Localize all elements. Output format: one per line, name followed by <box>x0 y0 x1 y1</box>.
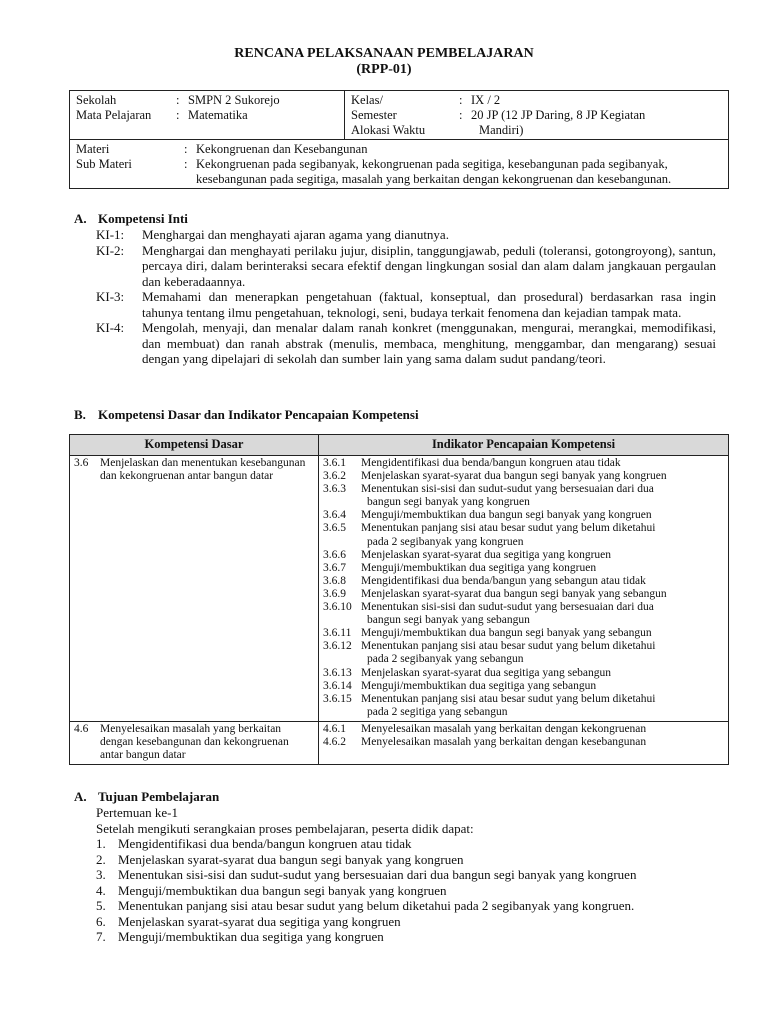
indicator-number: 3.6.5 <box>323 522 346 535</box>
indicator-text-continued: bangun segi banyak yang kongruen <box>367 496 530 509</box>
indicator-item <box>323 549 724 562</box>
indicator-number: 3.6.11 <box>323 627 352 640</box>
ki-item: KI-4: Mengolah, menyaji, dan menalar dalam ranah konkret (menggunakan, mengurai, merangkai, memodifikasi, dan membuat) dan ranah abstrak (menulis, membaca, menghitung, menggambar, dan mengarang) sesuai dengan yang dipelajari di sekolah dan sumber lain yang sama dalam sudut pandang/teori. <box>96 320 716 366</box>
kd-column-header: Kompetensi Dasar <box>70 435 319 456</box>
indicator-item <box>323 588 724 601</box>
indicator-cell <box>319 456 729 722</box>
indicator-number: 3.6.3 <box>323 483 346 496</box>
objective-number: 5. <box>96 898 106 913</box>
list-item <box>96 852 716 868</box>
indicator-text-continued: bangun segi banyak yang sebangun <box>367 614 530 627</box>
objective-text: Menguji/membuktikan dua bangun segi banyak yang kongruen <box>118 882 447 898</box>
kompetensi-inti-list <box>96 227 716 367</box>
materi-label: Materi <box>76 142 110 156</box>
info-cell-class: Kelas/ : IX / 2 Semester : 20 JP (12 JP Daring, 8 JP Kegiatan Alokasi Waktu Mandiri) <box>345 91 729 140</box>
semester-value: 20 JP (12 JP Daring, 8 JP Kegiatan <box>471 108 646 122</box>
objective-number: 2. <box>96 851 106 867</box>
list-item <box>96 898 716 914</box>
indicator-text: Menguji/membuktikan dua bangun segi banyak yang sebangun <box>361 627 652 640</box>
info-cell-materi: Materi : Kekongruenan dan Kesebangunan Sub Materi : Kekongruenan pada segibanyak, kekongruenan pada segitiga, kesebangunan pada segibanyak, kesebangunan pada segitiga, masalah yang berkaitan dengan kekongruenan dan kesebangunan. <box>70 140 729 189</box>
objective-number: 7. <box>96 929 106 944</box>
objective-text: Menjelaskan syarat-syarat dua bangun segi banyak yang kongruen <box>118 851 464 867</box>
indicator-number: 4.6.2 <box>323 735 346 748</box>
info-cell-school: Sekolah : SMPN 2 Sukorejo Mata Pelajaran : Matematika <box>70 91 345 140</box>
sekolah-label: Sekolah <box>76 93 117 107</box>
objective-number: 6. <box>96 913 106 929</box>
indicator-text: Menentukan panjang sisi atau besar sudut yang belum diketahui <box>361 692 656 705</box>
indicator-number: 3.6.2 <box>323 470 346 483</box>
ki-item: KI-2: Menghargai dan menghayati perilaku jujur, disiplin, tanggungjawab, peduli (toleransi, gotongroyong), santun, percaya diri, dalam berinteraksi secara efektif dengan lingkungan sosial dan alam dalam jangkauan pergaulan dan keberadaannya. <box>96 242 716 289</box>
indicator-item <box>323 723 724 736</box>
indicator-number: 3.6.12 <box>323 640 352 653</box>
objective-text: Menguji/membuktikan dua segitiga yang kongruen <box>118 929 384 944</box>
kd-number: 3.6 <box>74 457 89 469</box>
indicator-text-continued: pada 2 segitiga yang sebangun <box>367 705 508 718</box>
indicator-number: 3.6.8 <box>323 574 346 587</box>
objective-text: Menentukan panjang sisi atau besar sudut yang belum diketahui pada 2 segibanyak yang kongruen. <box>118 898 635 913</box>
kd-number: 4.6 <box>74 722 89 735</box>
section-c-heading: A. Tujuan Pembelajaran <box>74 789 220 804</box>
tujuan-pembelajaran <box>96 805 716 945</box>
indicator-item <box>323 627 724 640</box>
indicator-number: 3.6.15 <box>323 692 352 705</box>
indicator-text: Menentukan panjang sisi atau besar sudut yang belum diketahui <box>361 522 656 535</box>
ipk-column-header: Indikator Pencapaian Kompetensi <box>319 435 729 456</box>
kompetensi-dasar-table <box>69 434 729 765</box>
objective-text: Menjelaskan syarat-syarat dua segitiga yang kongruen <box>118 913 401 929</box>
mapel-value: Matematika <box>188 108 248 122</box>
kelas-value: IX / 2 <box>471 93 501 107</box>
indicator-text: Mengidentifikasi dua benda/bangun kongruen atau tidak <box>361 457 621 469</box>
document-title: RENCANA PELAKSANAAN PEMBELAJARAN <box>234 46 534 61</box>
indicator-text: Menjelaskan syarat-syarat dua segitiga yang sebangun <box>361 666 612 679</box>
alokasi-label: Alokasi Waktu <box>351 123 426 137</box>
objective-text: Mengidentifikasi dua benda/bangun kongruen atau tidak <box>118 836 412 851</box>
indicator-text: Menentukan sisi-sisi dan sudut-sudut yang bersesuaian dari dua <box>361 601 654 614</box>
indicator-item <box>323 509 724 522</box>
list-item <box>96 836 716 852</box>
indicator-text: Menyelesaikan masalah yang berkaitan dengan kesebangunan <box>361 735 647 748</box>
meeting-label: Pertemuan ke-1 <box>96 805 178 820</box>
list-item <box>96 867 716 883</box>
indicator-number: 3.6.6 <box>323 548 346 561</box>
indicator-text: Menjelaskan syarat-syarat dua bangun segi banyak yang kongruen <box>361 470 667 483</box>
kelas-label: Kelas/ <box>351 93 383 107</box>
indicator-item <box>323 693 724 719</box>
alokasi-value: Mandiri) <box>479 123 524 137</box>
submateri-label: Sub Materi <box>76 157 132 171</box>
ki-item: KI-1: Menghargai dan menghayati ajaran agama yang dianutnya. <box>96 227 449 242</box>
indicator-item <box>323 562 724 575</box>
indicator-text: Menjelaskan syarat-syarat dua segitiga yang kongruen <box>361 548 612 561</box>
indicator-text: Menentukan sisi-sisi dan sudut-sudut yang bersesuaian dari dua <box>361 483 654 496</box>
submateri-value: Kekongruenan pada segibanyak, kekongruenan pada segitiga, kesebangunan pada segibanyak, kesebangunan pada segitiga, masalah yang berkaitan dengan kekongruenan dan kesebangunan. <box>196 157 672 186</box>
indicator-number: 3.6.7 <box>323 561 346 574</box>
document-subtitle: (RPP-01) <box>356 62 412 77</box>
indicator-number: 3.6.10 <box>323 601 352 614</box>
indicator-item <box>323 601 724 627</box>
mapel-label: Mata Pelajaran <box>76 108 152 122</box>
list-item <box>96 914 716 930</box>
indicator-number: 4.6.1 <box>323 722 346 735</box>
indicator-number: 3.6.4 <box>323 509 346 522</box>
objective-number: 3. <box>96 867 106 882</box>
indicator-text: Menentukan panjang sisi atau besar sudut yang belum diketahui <box>361 640 656 653</box>
kd-text: Menjelaskan dan menentukan kesebangunan dan kekongruenan antar bangun datar <box>100 457 306 483</box>
table-row <box>70 721 729 764</box>
indicator-item <box>323 640 724 666</box>
indicator-item <box>323 522 724 548</box>
indicator-text: Menyelesaikan masalah yang berkaitan dengan kekongruenan <box>361 722 647 735</box>
info-table <box>69 90 729 189</box>
objective-list <box>96 836 716 945</box>
indicator-item <box>323 483 724 509</box>
indicator-number: 3.6.13 <box>323 666 352 679</box>
indicator-item <box>323 667 724 680</box>
list-item <box>96 929 716 945</box>
indicator-text: Menjelaskan syarat-syarat dua bangun segi banyak yang sebangun <box>361 587 667 600</box>
indicator-text: Mengidentifikasi dua benda/bangun yang sebangun atau tidak <box>361 574 646 587</box>
indicator-number: 3.6.1 <box>323 457 346 469</box>
indicator-item <box>323 680 724 693</box>
section-b-heading: B. Kompetensi Dasar dan Indikator Pencapaian Kompetensi <box>74 407 419 422</box>
table-row <box>70 456 729 722</box>
indicator-item <box>323 736 724 749</box>
indicator-item <box>323 470 724 483</box>
indicator-text: Menguji/membuktikan dua bangun segi banyak yang kongruen <box>361 509 652 522</box>
section-a-heading: A. Kompetensi Inti <box>74 211 188 226</box>
indicator-cell <box>319 721 729 764</box>
indicator-item <box>323 575 724 588</box>
objective-text: Menentukan sisi-sisi dan sudut-sudut yang bersesuaian dari dua bangun segi banyak yang kongruen <box>118 867 637 882</box>
materi-value: Kekongruenan dan Kesebangunan <box>196 142 368 156</box>
ki-item: KI-3: Memahami dan menerapkan pengetahuan (faktual, konseptual, dan prosedural) berdasarkan rasa ingin tahunya tentang ilmu pengetahuan, teknologi, seni, budaya terkait fenomena dan kejadian tampak mata. <box>96 289 716 320</box>
indicator-text-continued: pada 2 segibanyak yang sebangun <box>367 653 524 666</box>
indicator-number: 3.6.14 <box>323 679 352 692</box>
intro-text: Setelah mengikuti serangkaian proses pembelajaran, peserta didik dapat: <box>96 820 474 836</box>
objective-number: 4. <box>96 882 106 898</box>
indicator-text-continued: pada 2 segibanyak yang kongruen <box>367 535 524 548</box>
sekolah-value: SMPN 2 Sukorejo <box>188 93 280 107</box>
list-item <box>96 883 716 899</box>
objective-number: 1. <box>96 836 106 851</box>
kd-text: Menyelesaikan masalah yang berkaitan dengan kesebangunan dan kekongruenan antar bangun datar <box>100 722 289 762</box>
indicator-text: Menguji/membuktikan dua segitiga yang sebangun <box>361 679 597 692</box>
indicator-text: Menguji/membuktikan dua segitiga yang kongruen <box>361 561 597 574</box>
indicator-number: 3.6.9 <box>323 587 346 600</box>
semester-label: Semester <box>351 108 397 122</box>
indicator-item <box>323 457 724 470</box>
